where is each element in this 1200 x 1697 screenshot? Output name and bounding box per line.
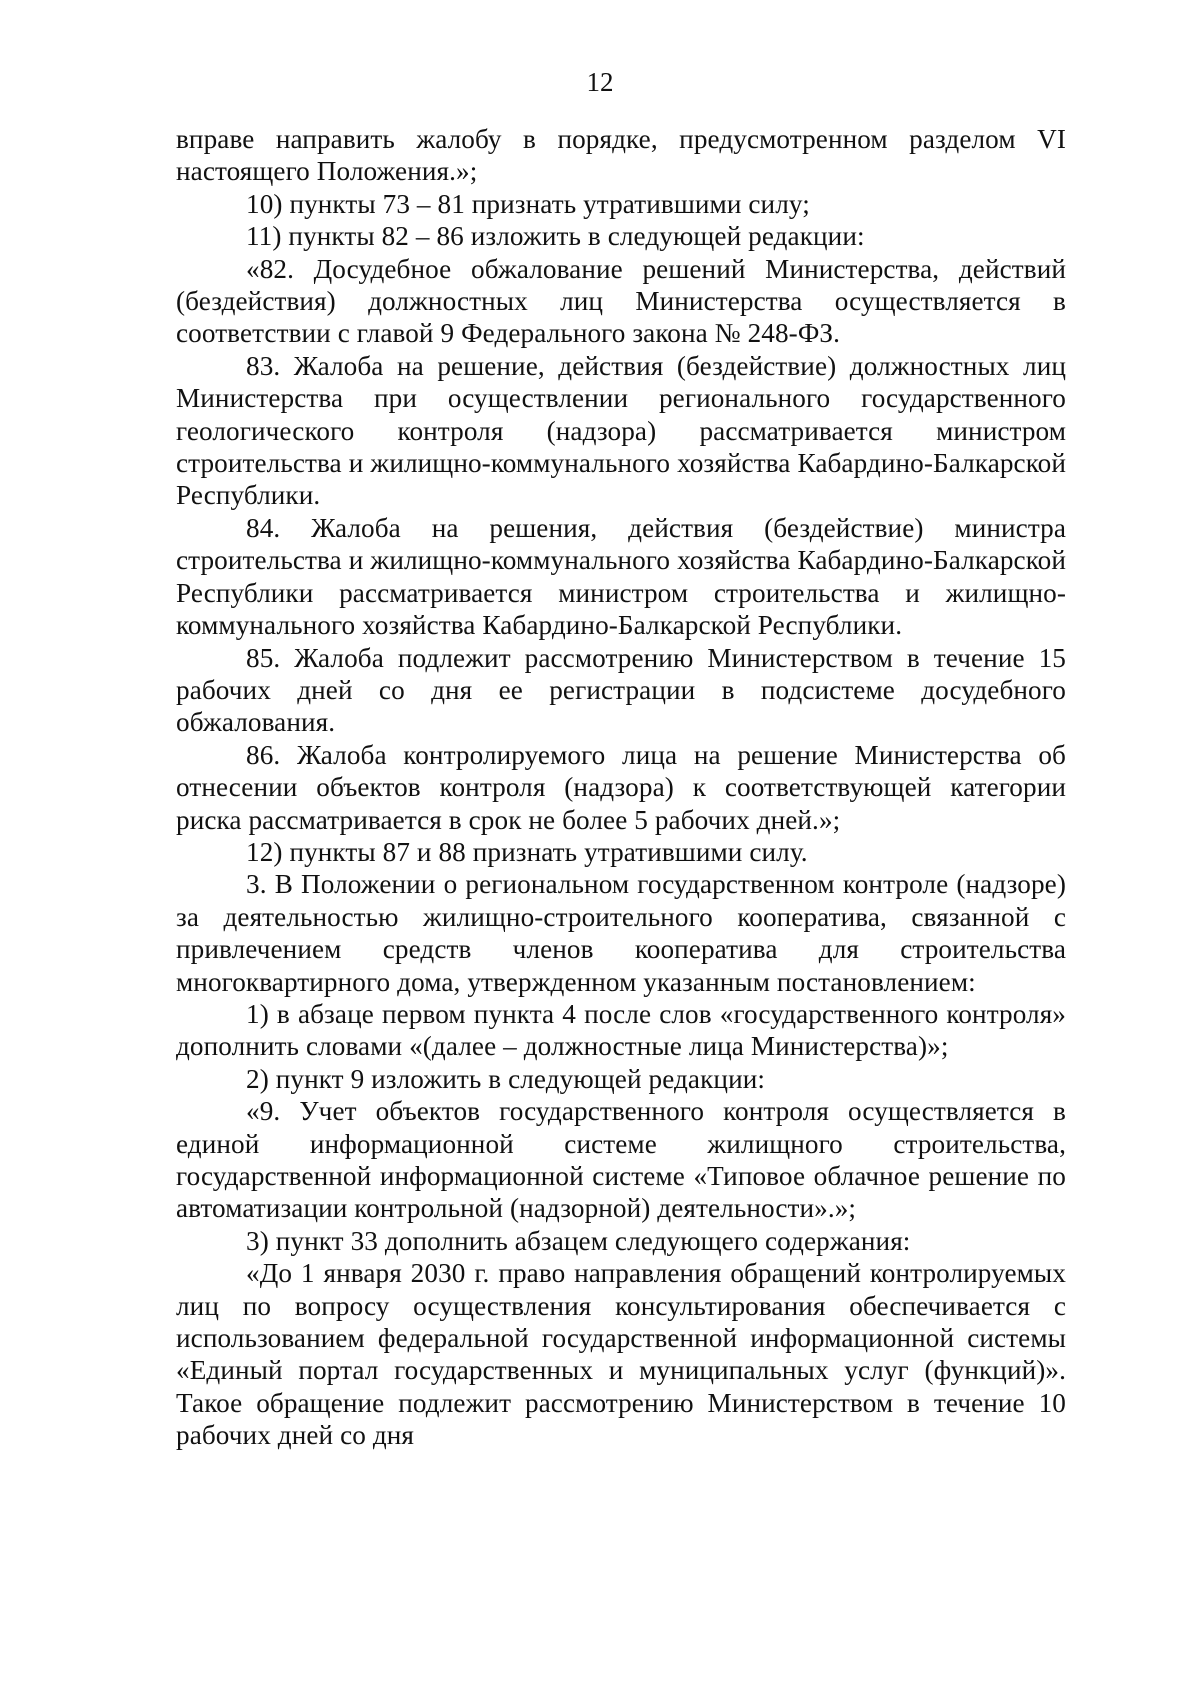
page-number: 12 [586,67,614,97]
paragraph-clause-33-addition: «До 1 января 2030 г. право направления обращений контролируемых лиц по вопросу осуществления консультирования обеспечивается с использованием федеральной государственной информационной системы «Единый портал государственных и муниципальных услуг (функций)». Такое обращение подлежит рассмотрению Министерством в течение 10 рабочих дней со дня [176,1258,1066,1451]
paragraph-continuation: вправе направить жалобу в порядке, предусмотренном разделом VI настоящего Положения.»; [176,124,1066,187]
paragraph-clause-85: 85. Жалоба подлежит рассмотрению Министерством в течение 15 рабочих дней со дня ее регистрации в подсистеме досудебного обжалования. [176,642,1066,738]
paragraph-subitem-2: 2) пункт 9 изложить в следующей редакции: [246,1063,766,1094]
paragraph-item-12: 12) пункты 87 и 88 признать утратившими силу. [246,836,808,867]
paragraph-subitem-1: 1) в абзаце первом пункта 4 после слов «государственного контроля» дополнить словами «(далее – должностные лица Министерства)»; [176,998,1066,1062]
paragraph-clause-83: 83. Жалоба на решение, действия (бездействие) должностных лиц Министерства при осуществлении регионального государственного геологического контроля (надзора) рассматривается министром строительства и жилищно-коммунального хозяйства Кабардино-Балкарской Республики. [176,350,1066,511]
paragraph-clause-86: 86. Жалоба контролируемого лица на решение Министерства об отнесении объектов контроля (надзора) к соответствующей категории риска рассматривается в срок не более 5 рабочих дней.»; [176,739,1066,835]
paragraph-clause-9: «9. Учет объектов государственного контроля осуществляется в единой информационной системе жилищного строительства, государственной информационной системе «Типовое облачное решение по автоматизации контрольной (надзорной) деятельности».»; [176,1096,1066,1224]
document-body [176,123,1066,1452]
paragraph-item-11: 11) пункты 82 – 86 изложить в следующей редакции: [246,221,865,252]
paragraph-item-10: 10) пункты 73 – 81 признать утратившими силу; [246,188,810,219]
paragraph-section-3: 3. В Положении о региональном государственном контроле (надзоре) за деятельностью жилищно-строительного кооператива, связанной с привлечением средств членов кооператива для строительства многоквартирного дома, утвержденном указанным постановлением: [176,869,1066,997]
paragraph-subitem-3: 3) пункт 33 дополнить абзацем следующего содержания: [246,1225,911,1256]
paragraph-clause-84: 84. Жалоба на решения, действия (бездействие) министра строительства и жилищно-коммунального хозяйства Кабардино-Балкарской Республики рассматривается министром строительства и жилищно-коммунального хозяйства Кабардино-Балкарской Республики. [176,512,1066,641]
paragraph-clause-82: «82. Досудебное обжалование решений Министерства, действий (бездействия) должностных лиц Министерства осуществляется в соответствии с главой 9 Федерального закона № 248-ФЗ. [176,253,1066,349]
